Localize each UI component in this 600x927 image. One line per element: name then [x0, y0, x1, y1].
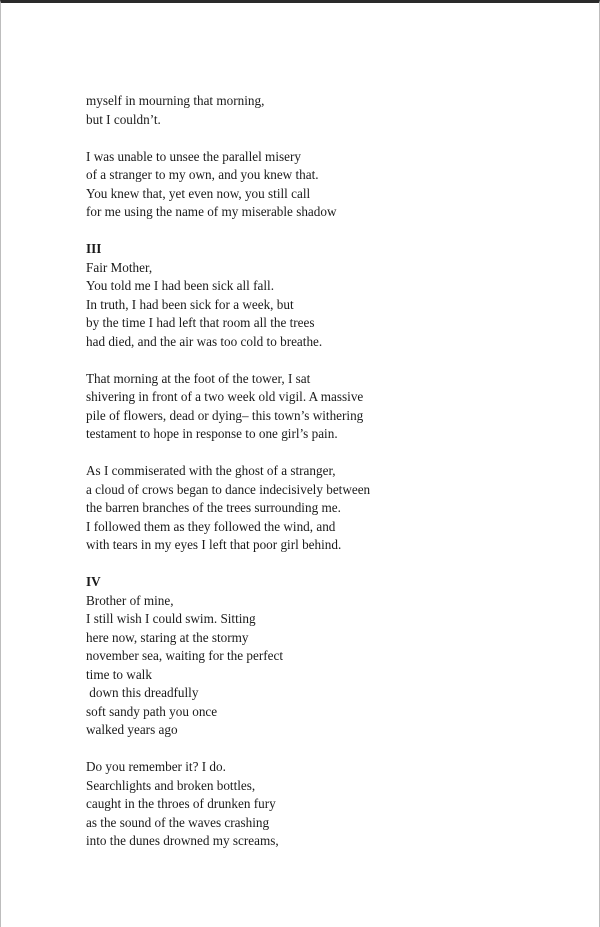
section-3-stanza-1 [86, 240, 586, 351]
poem-line: as the sound of the waves crashing [86, 814, 270, 830]
poem-line: down this dreadfully [86, 685, 199, 700]
poem-line: into the dunes drowned my screams, [86, 833, 279, 848]
poem-line: with tears in my eyes I left that poor girl behind. [86, 537, 342, 552]
stanza-2 [86, 148, 586, 222]
poem-line: myself in mourning that morning, [86, 93, 265, 108]
poem-line: walked years ago [86, 722, 178, 737]
poem-line: testament to hope in response to one girl’s pain. [86, 426, 338, 441]
poem-line: I still wish I could swim. Sitting [86, 611, 256, 626]
poem-line: Searchlights and broken bottles, [86, 777, 256, 793]
poem-line: I was unable to unsee the parallel misery [86, 148, 301, 164]
stanza-1 [86, 92, 586, 129]
poem-line: I followed them as they followed the wind, and [86, 518, 336, 534]
poem-line: november sea, waiting for the perfect [86, 648, 283, 663]
poem-line: Fair Mother, [86, 259, 153, 275]
poem-line: time to walk [86, 666, 152, 682]
section-heading-iv: IV [86, 574, 101, 589]
poem-line: shivering in front of a two week old vigil. A massive [86, 389, 364, 404]
poem-line: You knew that, yet even now, you still call [86, 185, 311, 201]
section-4-stanza-1 [86, 573, 586, 740]
poem-line: of a stranger to my own, and you knew that. [86, 167, 319, 182]
poem-line: the barren branches of the trees surrounding me. [86, 500, 341, 515]
poem-line: but I couldn’t. [86, 111, 161, 127]
section-3-stanza-2 [86, 370, 586, 444]
poem-body [86, 92, 586, 869]
poem-line: Do you remember it? I do. [86, 759, 226, 774]
poem-line: here now, staring at the stormy [86, 629, 249, 645]
poem-line: a cloud of crows began to dance indecisively between [86, 481, 371, 497]
poem-line: soft sandy path you once [86, 703, 218, 719]
poem-line: In truth, I had been sick for a week, but [86, 296, 294, 312]
section-heading-iii: III [86, 241, 102, 256]
poem-line: for me using the name of my miserable shadow [86, 204, 337, 219]
poem-line: Brother of mine, [86, 592, 174, 608]
poem-line: As I commiserated with the ghost of a stranger, [86, 463, 336, 478]
poem-line: You told me I had been sick all fall. [86, 278, 275, 293]
poem-line: pile of flowers, dead or dying– this town’s withering [86, 407, 364, 423]
poem-line: had died, and the air was too cold to breathe. [86, 333, 323, 349]
section-4-stanza-2 [86, 758, 586, 851]
poem-line: That morning at the foot of the tower, I sat [86, 370, 311, 386]
poem-line: caught in the throes of drunken fury [86, 796, 276, 811]
section-3-stanza-3 [86, 462, 586, 555]
poem-line: by the time I had left that room all the trees [86, 315, 315, 330]
